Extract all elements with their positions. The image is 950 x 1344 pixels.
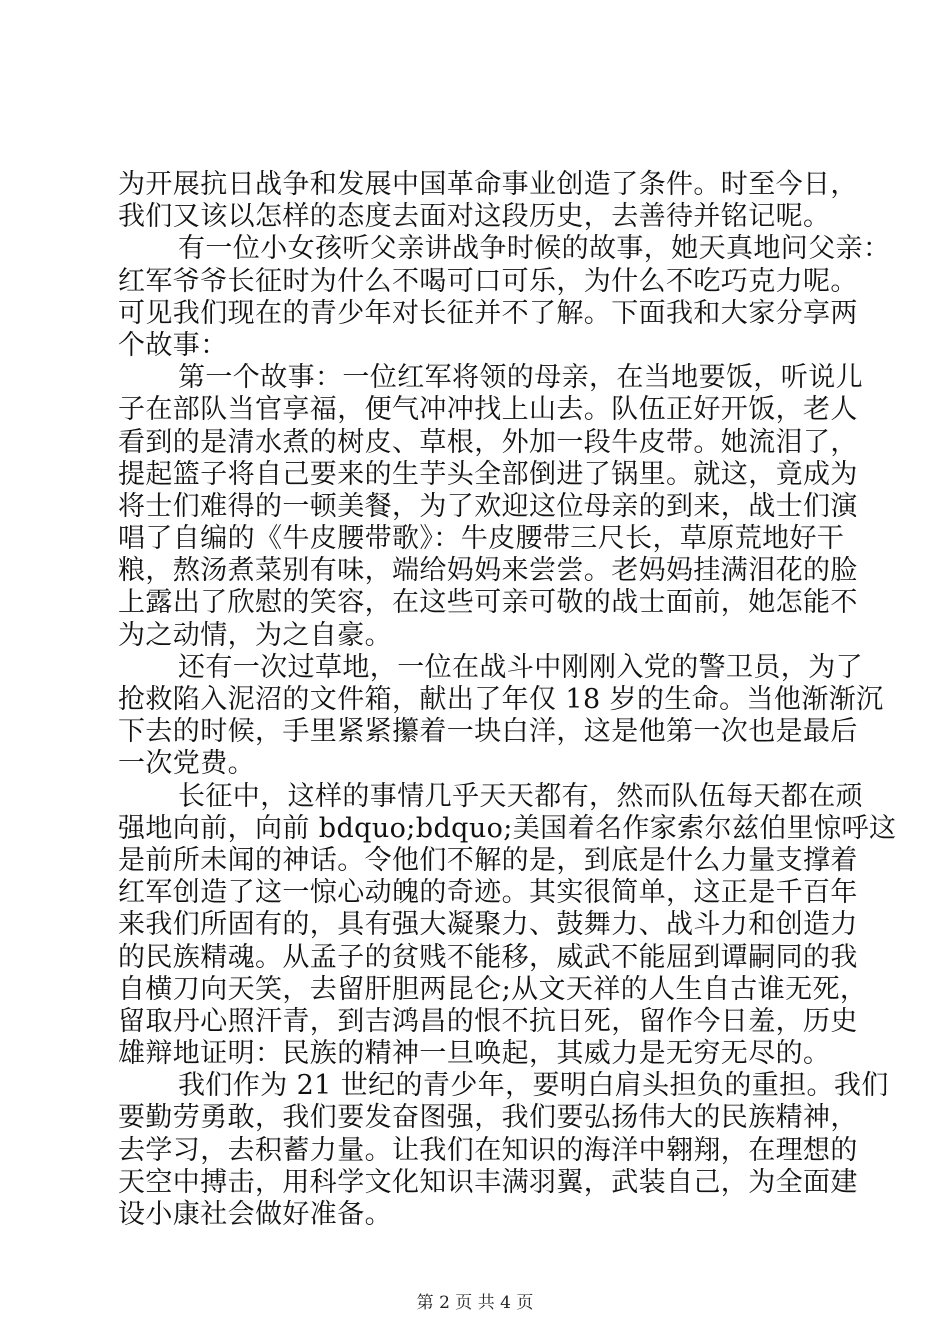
text-line: 第一个故事：一位红军将领的母亲，在当地要饭，听说儿: [178, 362, 863, 394]
text-line: 我们作为 21 世纪的青少年，要明白肩头担负的重担。我们: [178, 1070, 889, 1102]
text-line: 看到的是清水煮的树皮、草根，外加一段牛皮带。她流泪了，: [118, 426, 858, 458]
text-line: 还有一次过草地，一位在战斗中刚刚入党的警卫员，为了: [178, 651, 863, 683]
text-line: 红军爷爷长征时为什么不喝可口可乐，为什么不吃巧克力呢。: [118, 265, 858, 297]
text-line: 有一位小女孩听父亲讲战争时候的故事，她天真地问父亲：: [178, 233, 891, 265]
text-line: 上露出了欣慰的笑容，在这些可亲可敬的战士面前，她怎能不: [118, 587, 858, 619]
text-line: 设小康社会做好准备。: [118, 1199, 392, 1230]
text-line: 粮，熬汤煮菜别有味，端给妈妈来尝尝。老妈妈挂满泪花的脸: [118, 555, 858, 587]
text-line: 提起篮子将自己要来的生芋头全部倒进了锅里。就这，竟成为: [118, 458, 858, 490]
text-line: 为开展抗日战争和发展中国革命事业创造了条件。时至今日，: [118, 169, 858, 200]
text-line: 是前所未闻的神话。令他们不解的是，到底是什么力量支撑着: [118, 844, 858, 876]
text-line: 天空中搏击，用科学文化知识丰满羽翼，武装自己，为全面建: [118, 1166, 858, 1198]
text-line: 一次党费。: [118, 748, 255, 780]
text-line: 去学习，去积蓄力量。让我们在知识的海洋中翱翔，在理想的: [118, 1134, 858, 1166]
text-line: 留取丹心照汗青，到吉鸿昌的恨不抗日死，留作今日羞，历史: [118, 1005, 858, 1037]
text-line: 强地向前，向前 bdquo;bdquo;美国着名作家索尔兹伯里惊呼这: [118, 812, 897, 844]
text-line: 下去的时候，手里紧紧攥着一块白洋，这是他第一次也是最后: [118, 716, 858, 748]
text-line: 自横刀向天笑，去留肝胆两昆仑;从文天祥的人生自古谁无死，: [118, 973, 868, 1005]
text-line: 我们又该以怎样的态度去面对这段历史，去善待并铭记呢。: [118, 201, 831, 233]
text-line: 雄辩地证明：民族的精神一旦唤起，其威力是无穷无尽的。: [118, 1038, 831, 1070]
text-line: 可见我们现在的青少年对长征并不了解。下面我和大家分享两: [118, 297, 858, 329]
text-line: 来我们所固有的，具有强大凝聚力、鼓舞力、战斗力和创造力: [118, 909, 858, 941]
text-line: 的民族精魂。从孟子的贫贱不能移，威武不能屈到谭嗣同的我: [118, 941, 858, 973]
text-line: 唱了自编的《牛皮腰带歌》：牛皮腰带三尺长，草原荒地好干: [118, 523, 845, 555]
body-text: [118, 169, 897, 1231]
page-footer: 第 2 页 共 4 页: [416, 1293, 534, 1313]
text-line: 要勤劳勇敢，我们要发奋图强，我们要弘扬伟大的民族精神，: [118, 1102, 858, 1134]
text-line: 抢救陷入泥沼的文件箱，献出了年仅 18 岁的生命。当他渐渐沉: [118, 684, 884, 715]
text-line: 长征中，这样的事情几乎天天都有，然而队伍每天都在顽: [178, 780, 863, 812]
text-line: 子在部队当官享福，便气冲冲找上山去。队伍正好开饭，老人: [118, 394, 858, 426]
text-line: 个故事：: [118, 329, 228, 361]
text-line: 为之动情，为之自豪。: [118, 619, 392, 651]
text-line: 将士们难得的一顿美餐，为了欢迎这位母亲的到来，战士们演: [118, 490, 858, 522]
text-line: 红军创造了这一惊心动魄的奇迹。其实很简单，这正是千百年: [118, 877, 858, 909]
